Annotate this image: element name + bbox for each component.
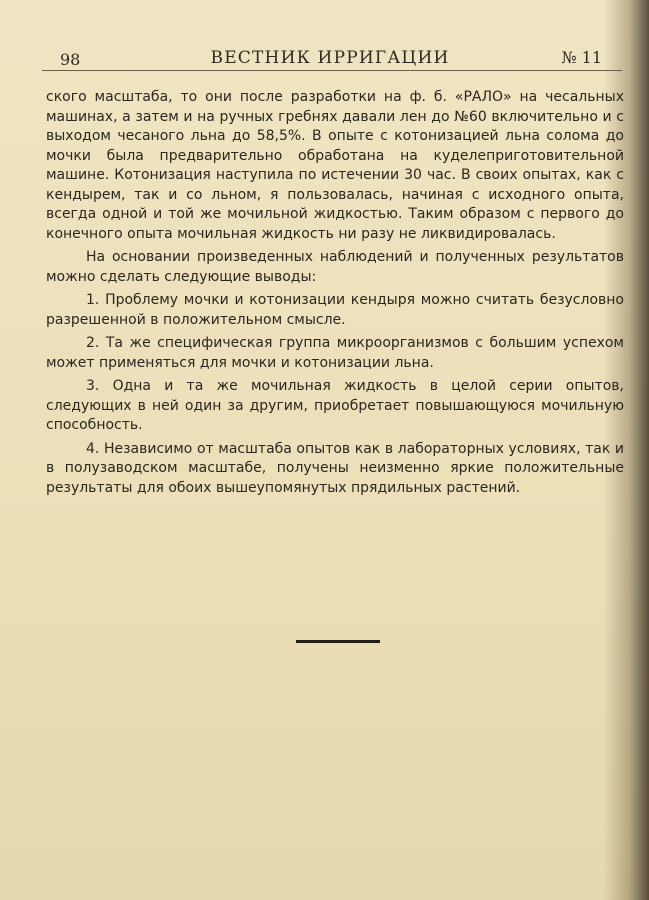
- paragraph-conclusions-intro: На основании произведенных наблюдений и полученных результатов можно сделать следующие выводы:: [46, 249, 624, 285]
- paragraph-continuation: ского масштаба, то они после разработки на ф. б. «РАЛО» на чесальных машинах, а затем и на ручных гребнях давали лен до №60 включительно и с выходом чесаного льна до 58,5%. В опыте с котонизацией льна солома до мочки была предварительно обработана на куделеприготовительной машине. Котонизация наступила по истечении 30 час. В своих опытах, как с кендырем, так и со льном, я пользовалась, начиная с исходного опыта, всегда одной и той же мочильной жидкостью. Таким образом с первого до конечного опыта мочильная жидкость ни разу не ликвидировалась.: [46, 89, 624, 242]
- conclusion-item-4: 4. Независимо от масштаба опытов как в лабораторных условиях, так и в полузаводском масштабе, получены неизменно яркие положительные результаты для обоих вышеупомянутых прядильных растений.: [46, 440, 624, 496]
- end-of-article-rule: [296, 640, 380, 643]
- issue-number: № 11: [561, 48, 602, 67]
- conclusion-item-2: 2. Та же специфическая группа микроорганизмов с большим успехом может применяться для мочки и котонизации льна.: [46, 335, 624, 371]
- conclusion-item-3: 3. Одна и та же мочильная жидкость в целой серии опытов, следующих в ней один за другим, приобретает повышающуюся мочильную способность.: [46, 378, 624, 433]
- header-rule: [42, 70, 622, 71]
- journal-title: ВЕСТНИК ИРРИГАЦИИ: [210, 48, 450, 68]
- conclusion-item-1: 1. Проблему мочки и котонизации кендыря можно считать безусловно разрешенной в положительном смысле.: [46, 292, 624, 328]
- article-body: [46, 88, 624, 502]
- page-number: 98: [60, 50, 81, 69]
- running-header: [40, 44, 620, 72]
